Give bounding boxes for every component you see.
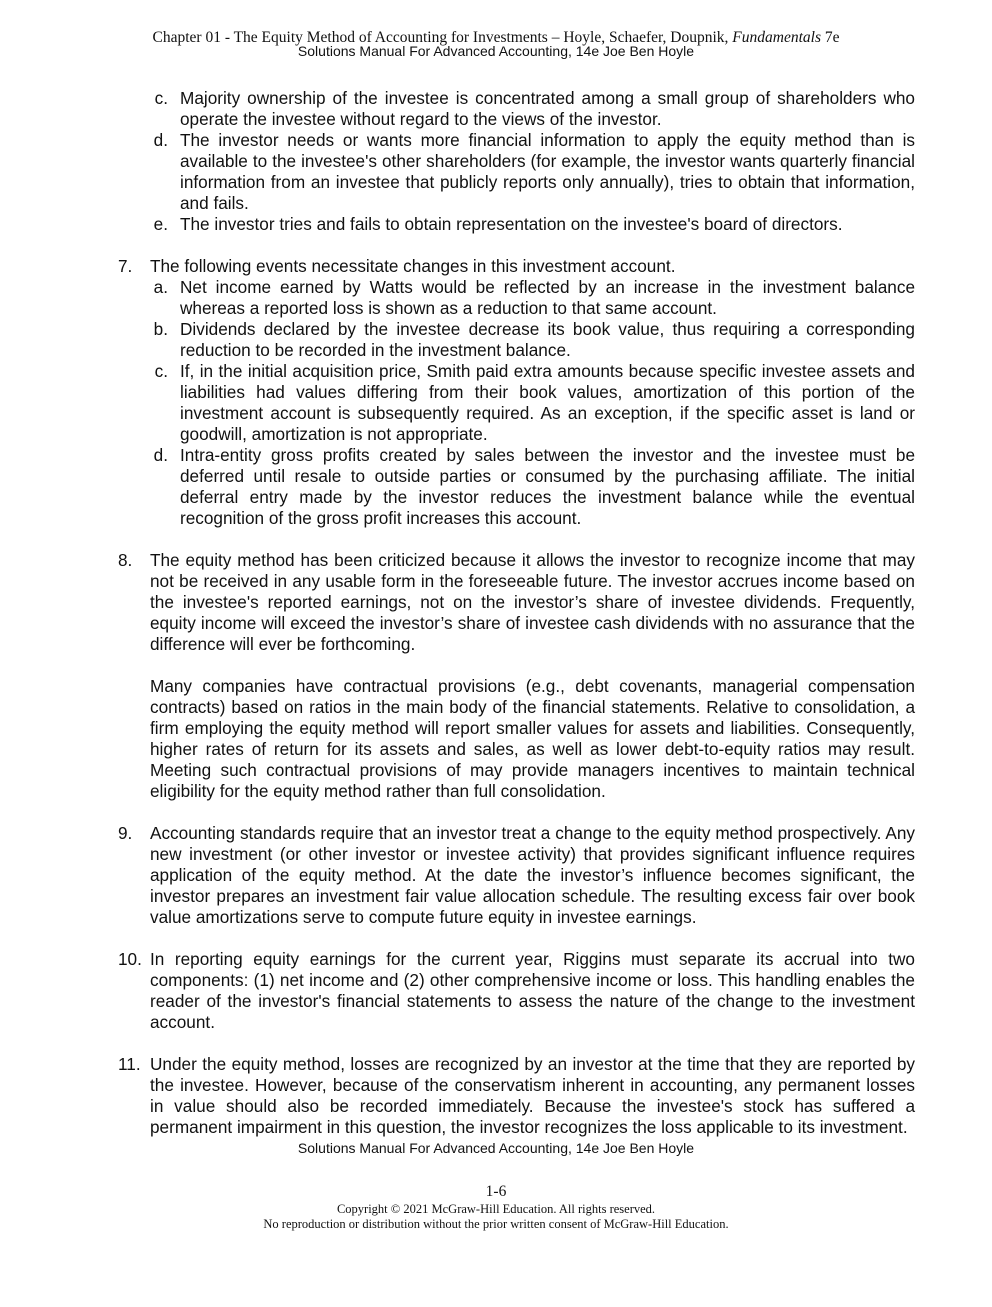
question-9 (118, 823, 915, 928)
question-number: 7. (118, 256, 133, 276)
list-item (150, 214, 915, 235)
list-letter: d. (153, 445, 168, 465)
list-letter: c. (154, 361, 168, 381)
list-item (150, 277, 915, 319)
chapter-edition: 7e (820, 29, 840, 46)
question-number: 9. (118, 823, 133, 843)
question-number: 10. (118, 949, 142, 969)
page-number: 1-6 (485, 1183, 507, 1200)
question-8 (118, 550, 915, 802)
question-text: The equity method has been criticized because it allows the investor to recognize income that may not be received in any usable form in the foreseeable future. The investor accrues income based on the investee's reported earnings, not on the investor’s share of investee dividends. Frequently, equity income will exceed the investor’s share of investee cash dividends with no assurance that the difference will ever be forthcoming. (150, 550, 915, 654)
watermark-top: Solutions Manual For Advanced Accounting, 14e Joe Ben Hoyle (297, 43, 695, 59)
list-letter: d. (153, 130, 168, 150)
list-letter: e. (153, 214, 168, 234)
document-body (118, 88, 915, 1138)
list-letter: a. (153, 277, 168, 297)
list-item (150, 445, 915, 529)
watermark-bottom: Solutions Manual For Advanced Accounting, 14e Joe Ben Hoyle (297, 1140, 695, 1156)
list-item (150, 361, 915, 445)
list-item (150, 319, 915, 361)
chapter-title: Chapter 01 - The Equity Method of Accounting for Investments – Hoyle, Schaefer, Doupnik, (152, 29, 733, 46)
list-text: Net income earned by Watts would be reflected by an increase in the investment balance whereas a reported loss is shown as a reduction to that same account. (180, 277, 915, 318)
question-text: Accounting standards require that an investor treat a change to the equity method prospectively. Any new investment (or other investor or investee activity) that provides significant influence requires application of the equity method. At the date the investor’s influence becomes significant, the investor prepares an investment fair value allocation schedule. The resulting excess fair over book value amortizations serve to compute future equity in investee earnings. (150, 823, 915, 927)
reproduction-notice: No reproduction or distribution without the prior written consent of McGraw-Hill Education. (263, 1217, 729, 1231)
list-text: The investor needs or wants more financial information to apply the equity method than is available to the investee's other shareholders (for example, the investor wants quarterly financial information from an investee that publicly reports only annually), tries to obtain that information, and fails. (180, 130, 915, 213)
question-text-continued: Many companies have contractual provisions (e.g., debt covenants, managerial compensation contracts) based on ratios in the main body of the financial statements. Relative to consolidation, a firm employing the equity method will report smaller values for assets and liabilities. Consequently, higher rates of return for its assets and sales, as well as lower debt-to-equity ratios may result. Meeting such contractual provisions of may provide managers incentives to maintain technical eligibility for the equity method rather than full consolidation. (150, 676, 915, 801)
question-text: The following events necessitate changes in this investment account. (150, 256, 676, 276)
list-letter: c. (154, 88, 168, 108)
question-11 (118, 1054, 915, 1138)
list-text: Majority ownership of the investee is concentrated among a small group of shareholders who operate the investee without regard to the views of the investor. (180, 88, 915, 129)
list-item (150, 88, 915, 130)
copyright-notice: Copyright © 2021 McGraw-Hill Education. All rights reserved. (336, 1202, 656, 1216)
question-10 (118, 949, 915, 1033)
list-item (150, 130, 915, 214)
list-letter: b. (153, 319, 168, 339)
question-7 (118, 256, 915, 277)
question-number: 8. (118, 550, 133, 570)
question-text: Under the equity method, losses are recognized by an investor at the time that they are reported by the investee. However, because of the conservatism inherent in accounting, any permanent losses in value should also be recorded immediately. Because the investee's stock has suffered a permanent impairment in this question, the investor recognizes the loss applicable to its investment. (150, 1054, 915, 1137)
list-text: The investor tries and fails to obtain representation on the investee's board of directors. (180, 214, 843, 234)
question-number: 11. (118, 1054, 141, 1074)
question-text: In reporting equity earnings for the current year, Riggins must separate its accrual into two components: (1) net income and (2) other comprehensive income or loss. This handling enables the reader of the investor's financial statements to assess the nature of the change to the investment account. (150, 949, 915, 1032)
list-text: Dividends declared by the investee decrease its book value, thus requiring a corresponding reduction to be recorded in the investment balance. (180, 319, 915, 360)
chapter-title-italic: Fundamentals (732, 29, 821, 46)
list-text: Intra-entity gross profits created by sales between the investor and the investee must be deferred until resale to outside parties or consumed by the purchasing affiliate. The initial deferral entry made by the investor reduces the investment balance while the eventual recognition of the gross profit increases this account. (180, 445, 915, 528)
list-text: If, in the initial acquisition price, Smith paid extra amounts because specific investee assets and liabilities had values differing from their book values, amortization of this portion of the investment account is subsequently required. As an exception, if the specific asset is land or goodwill, amortization is not appropriate. (180, 361, 915, 444)
